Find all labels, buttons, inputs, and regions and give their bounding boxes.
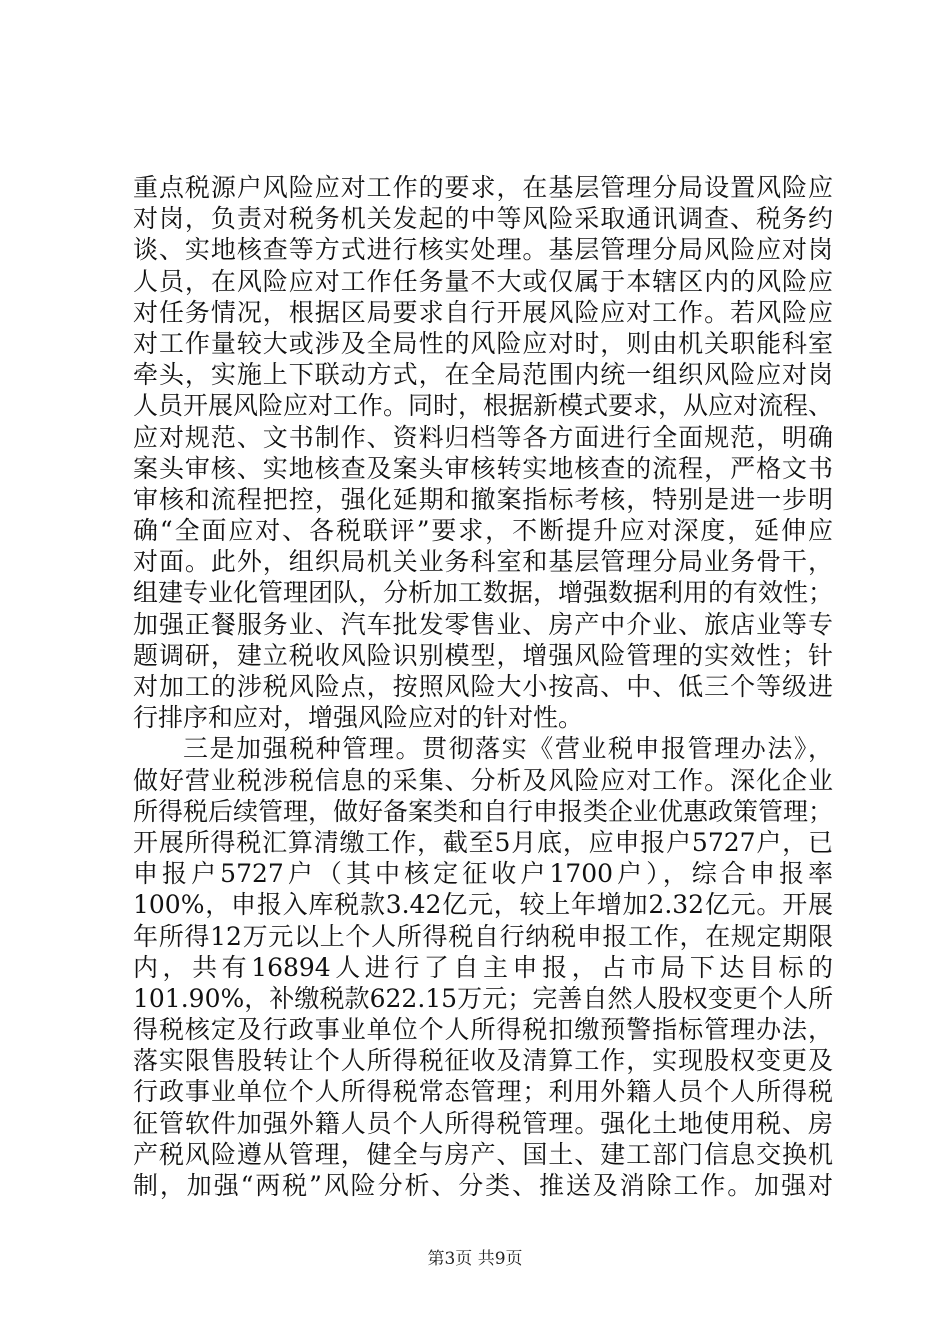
text-line: 行政事业单位个人所得税常态管理；利用外籍人员个人所得税 — [133, 1077, 833, 1107]
text-line: 对岗，负责对税务机关发起的中等风险采取通讯调查、税务约 — [133, 204, 833, 234]
text-line: 人员，在风险应对工作任务量不大或仅属于本辖区内的风险应 — [133, 266, 833, 296]
text-line: 行排序和应对，增强风险应对的针对性。 — [133, 703, 584, 733]
text-line: 案头审核、实地核查及案头审核转实地核查的流程，严格文书 — [133, 453, 833, 483]
text-line: 牵头，实施上下联动方式，在全局范围内统一组织风险应对岗 — [133, 360, 833, 390]
text-line: 做好营业税涉税信息的采集、分析及风险应对工作。深化企业 — [133, 765, 833, 795]
text-line: 落实限售股转让个人所得税征收及清算工作，实现股权变更及 — [133, 1046, 833, 1076]
text-line: 应对规范、文书制作、资料归档等各方面进行全面规范，明确 — [133, 422, 833, 452]
text-line: 所得税后续管理，做好备案类和自行申报类企业优惠政策管理； — [133, 796, 834, 826]
text-line: 开展所得税汇算清缴工作，截至5月底，应申报户5727户，已 — [133, 827, 833, 857]
text-line: 101.90%，补缴税款622.15万元；完善自然人股权变更个人所 — [133, 983, 833, 1013]
text-line: 制，加强“两税”风险分析、分类、推送及消除工作。加强对 — [133, 1171, 833, 1200]
text-line: 100%，申报入库税款3.42亿元，较上年增加2.32亿元。开展 — [133, 890, 833, 920]
text-line: 谈、实地核查等方式进行核实处理。基层管理分局风险应对岗 — [133, 235, 833, 265]
text-line: 组建专业化管理团队，分析加工数据，增强数据利用的有效性； — [133, 578, 834, 608]
text-line: 内，共有16894人进行了自主申报，占市局下达目标的 — [133, 952, 833, 982]
text-line: 题调研，建立税收风险识别模型，增强风险管理的实效性；针 — [133, 640, 833, 670]
text-line: 对任务情况，根据区局要求自行开展风险应对工作。若风险应 — [133, 297, 833, 327]
text-line: 得税核定及行政事业单位个人所得税扣缴预警指标管理办法， — [133, 1015, 833, 1045]
text-line: 审核和流程把控，强化延期和撤案指标考核，特别是进一步明 — [133, 484, 833, 514]
text-line: 人员开展风险应对工作。同时，根据新模式要求，从应对流程、 — [133, 391, 834, 421]
text-line: 确“全面应对、各税联评”要求，不断提升应对深度，延伸应 — [133, 516, 833, 546]
page-number-footer: 第3页 共9页 — [427, 1249, 523, 1269]
text-line: 对加工的涉税风险点，按照风险大小按高、中、低三个等级进 — [133, 672, 833, 701]
text-line: 加强正餐服务业、汽车批发零售业、房产中介业、旅店业等专 — [133, 609, 833, 639]
text-line: 产税风险遵从管理，健全与房产、国土、建工部门信息交换机 — [133, 1139, 833, 1169]
paragraph-first-line: 三是加强税种管理。贯彻落实《营业税申报管理办法》， — [183, 734, 833, 764]
text-line: 征管软件加强外籍人员个人所得税管理。强化土地使用税、房 — [133, 1108, 833, 1138]
body-text — [133, 172, 833, 1201]
text-line: 对工作量较大或涉及全局性的风险应对时，则由机关职能科室 — [133, 328, 833, 358]
text-line: 重点税源户风险应对工作的要求，在基层管理分局设置风险应 — [133, 173, 833, 202]
text-line: 年所得12万元以上个人所得税自行纳税申报工作，在规定期限 — [133, 921, 833, 951]
text-line: 对面。此外，组织局机关业务科室和基层管理分局业务骨干， — [133, 547, 833, 577]
text-line: 申报户5727户（其中核定征收户1700户），综合申报率 — [133, 859, 833, 889]
